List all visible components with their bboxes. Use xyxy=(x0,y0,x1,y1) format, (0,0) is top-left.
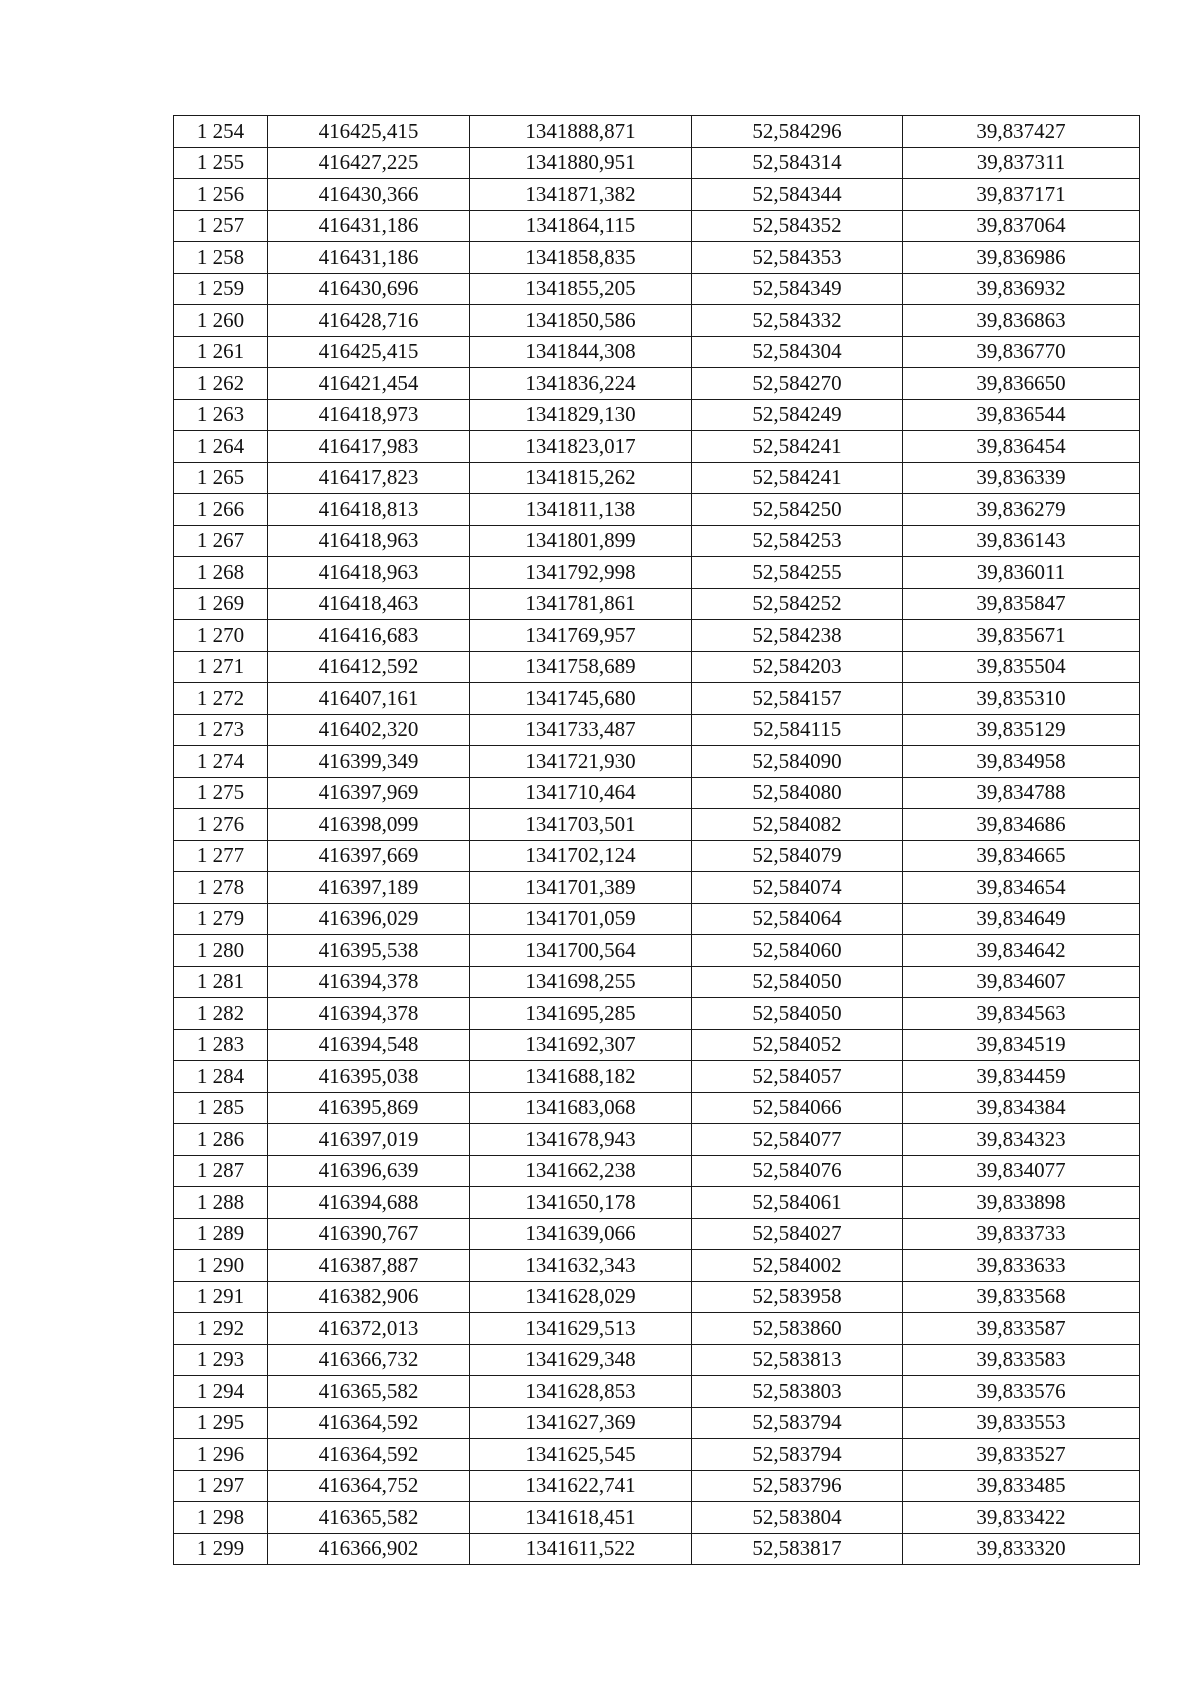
x-coordinate-cell: 416417,823 xyxy=(268,462,470,494)
latitude-cell: 52,584066 xyxy=(692,1092,903,1124)
longitude-cell: 39,836770 xyxy=(903,336,1140,368)
point-number-cell: 1 267 xyxy=(174,525,268,557)
longitude-cell: 39,833320 xyxy=(903,1533,1140,1565)
longitude-cell: 39,834323 xyxy=(903,1124,1140,1156)
longitude-cell: 39,836339 xyxy=(903,462,1140,494)
latitude-cell: 52,583804 xyxy=(692,1502,903,1534)
table-row xyxy=(174,368,1140,400)
table-row xyxy=(174,588,1140,620)
table-row xyxy=(174,210,1140,242)
table-row xyxy=(174,620,1140,652)
point-number-cell: 1 270 xyxy=(174,620,268,652)
table-row xyxy=(174,305,1140,337)
latitude-cell: 52,584352 xyxy=(692,210,903,242)
longitude-cell: 39,834788 xyxy=(903,777,1140,809)
x-coordinate-cell: 416396,639 xyxy=(268,1155,470,1187)
point-number-cell: 1 279 xyxy=(174,903,268,935)
latitude-cell: 52,584080 xyxy=(692,777,903,809)
table-row xyxy=(174,1502,1140,1534)
longitude-cell: 39,836454 xyxy=(903,431,1140,463)
longitude-cell: 39,837427 xyxy=(903,116,1140,148)
x-coordinate-cell: 416365,582 xyxy=(268,1376,470,1408)
latitude-cell: 52,584002 xyxy=(692,1250,903,1282)
longitude-cell: 39,835129 xyxy=(903,714,1140,746)
table-row xyxy=(174,116,1140,148)
point-number-cell: 1 262 xyxy=(174,368,268,400)
x-coordinate-cell: 416365,582 xyxy=(268,1502,470,1534)
longitude-cell: 39,833568 xyxy=(903,1281,1140,1313)
latitude-cell: 52,584050 xyxy=(692,998,903,1030)
table-row xyxy=(174,273,1140,305)
point-number-cell: 1 271 xyxy=(174,651,268,683)
table-row xyxy=(174,683,1140,715)
longitude-cell: 39,836986 xyxy=(903,242,1140,274)
longitude-cell: 39,834958 xyxy=(903,746,1140,778)
table-row xyxy=(174,1092,1140,1124)
y-coordinate-cell: 1341710,464 xyxy=(470,777,692,809)
longitude-cell: 39,836863 xyxy=(903,305,1140,337)
table-row xyxy=(174,1250,1140,1282)
y-coordinate-cell: 1341858,835 xyxy=(470,242,692,274)
coordinates-table xyxy=(173,115,1140,1565)
longitude-cell: 39,834607 xyxy=(903,966,1140,998)
x-coordinate-cell: 416402,320 xyxy=(268,714,470,746)
latitude-cell: 52,584060 xyxy=(692,935,903,967)
table-row xyxy=(174,462,1140,494)
latitude-cell: 52,584203 xyxy=(692,651,903,683)
longitude-cell: 39,836544 xyxy=(903,399,1140,431)
x-coordinate-cell: 416387,887 xyxy=(268,1250,470,1282)
x-coordinate-cell: 416394,548 xyxy=(268,1029,470,1061)
latitude-cell: 52,584252 xyxy=(692,588,903,620)
x-coordinate-cell: 416394,378 xyxy=(268,998,470,1030)
point-number-cell: 1 289 xyxy=(174,1218,268,1250)
point-number-cell: 1 286 xyxy=(174,1124,268,1156)
x-coordinate-cell: 416395,869 xyxy=(268,1092,470,1124)
longitude-cell: 39,835847 xyxy=(903,588,1140,620)
x-coordinate-cell: 416396,029 xyxy=(268,903,470,935)
x-coordinate-cell: 416394,688 xyxy=(268,1187,470,1219)
point-number-cell: 1 292 xyxy=(174,1313,268,1345)
table-row xyxy=(174,872,1140,904)
table-row xyxy=(174,777,1140,809)
x-coordinate-cell: 416397,969 xyxy=(268,777,470,809)
table-row xyxy=(174,746,1140,778)
longitude-cell: 39,834649 xyxy=(903,903,1140,935)
table-row xyxy=(174,651,1140,683)
latitude-cell: 52,584074 xyxy=(692,872,903,904)
latitude-cell: 52,584332 xyxy=(692,305,903,337)
x-coordinate-cell: 416418,963 xyxy=(268,557,470,589)
point-number-cell: 1 275 xyxy=(174,777,268,809)
longitude-cell: 39,834563 xyxy=(903,998,1140,1030)
point-number-cell: 1 254 xyxy=(174,116,268,148)
latitude-cell: 52,584349 xyxy=(692,273,903,305)
y-coordinate-cell: 1341801,899 xyxy=(470,525,692,557)
y-coordinate-cell: 1341627,369 xyxy=(470,1407,692,1439)
latitude-cell: 52,584241 xyxy=(692,462,903,494)
point-number-cell: 1 283 xyxy=(174,1029,268,1061)
point-number-cell: 1 299 xyxy=(174,1533,268,1565)
x-coordinate-cell: 416364,752 xyxy=(268,1470,470,1502)
table-row xyxy=(174,1344,1140,1376)
table-row xyxy=(174,525,1140,557)
x-coordinate-cell: 416418,973 xyxy=(268,399,470,431)
longitude-cell: 39,835310 xyxy=(903,683,1140,715)
point-number-cell: 1 290 xyxy=(174,1250,268,1282)
point-number-cell: 1 291 xyxy=(174,1281,268,1313)
longitude-cell: 39,833898 xyxy=(903,1187,1140,1219)
y-coordinate-cell: 1341781,861 xyxy=(470,588,692,620)
latitude-cell: 52,584079 xyxy=(692,840,903,872)
table-row xyxy=(174,1029,1140,1061)
y-coordinate-cell: 1341611,522 xyxy=(470,1533,692,1565)
y-coordinate-cell: 1341745,680 xyxy=(470,683,692,715)
x-coordinate-cell: 416366,732 xyxy=(268,1344,470,1376)
longitude-cell: 39,833422 xyxy=(903,1502,1140,1534)
longitude-cell: 39,833576 xyxy=(903,1376,1140,1408)
y-coordinate-cell: 1341628,853 xyxy=(470,1376,692,1408)
longitude-cell: 39,833553 xyxy=(903,1407,1140,1439)
point-number-cell: 1 294 xyxy=(174,1376,268,1408)
point-number-cell: 1 278 xyxy=(174,872,268,904)
x-coordinate-cell: 416382,906 xyxy=(268,1281,470,1313)
latitude-cell: 52,584077 xyxy=(692,1124,903,1156)
table-row xyxy=(174,1218,1140,1250)
longitude-cell: 39,834077 xyxy=(903,1155,1140,1187)
table-row xyxy=(174,903,1140,935)
latitude-cell: 52,583803 xyxy=(692,1376,903,1408)
y-coordinate-cell: 1341792,998 xyxy=(470,557,692,589)
point-number-cell: 1 281 xyxy=(174,966,268,998)
table-row xyxy=(174,557,1140,589)
x-coordinate-cell: 416418,963 xyxy=(268,525,470,557)
longitude-cell: 39,834384 xyxy=(903,1092,1140,1124)
point-number-cell: 1 272 xyxy=(174,683,268,715)
y-coordinate-cell: 1341836,224 xyxy=(470,368,692,400)
longitude-cell: 39,836650 xyxy=(903,368,1140,400)
point-number-cell: 1 280 xyxy=(174,935,268,967)
table-row xyxy=(174,1376,1140,1408)
latitude-cell: 52,584082 xyxy=(692,809,903,841)
latitude-cell: 52,584255 xyxy=(692,557,903,589)
latitude-cell: 52,583796 xyxy=(692,1470,903,1502)
longitude-cell: 39,834519 xyxy=(903,1029,1140,1061)
latitude-cell: 52,584052 xyxy=(692,1029,903,1061)
longitude-cell: 39,833733 xyxy=(903,1218,1140,1250)
longitude-cell: 39,835671 xyxy=(903,620,1140,652)
x-coordinate-cell: 416431,186 xyxy=(268,210,470,242)
y-coordinate-cell: 1341880,951 xyxy=(470,147,692,179)
longitude-cell: 39,837311 xyxy=(903,147,1140,179)
y-coordinate-cell: 1341701,389 xyxy=(470,872,692,904)
x-coordinate-cell: 416397,669 xyxy=(268,840,470,872)
point-number-cell: 1 258 xyxy=(174,242,268,274)
table-row xyxy=(174,1407,1140,1439)
x-coordinate-cell: 416366,902 xyxy=(268,1533,470,1565)
longitude-cell: 39,833633 xyxy=(903,1250,1140,1282)
latitude-cell: 52,583794 xyxy=(692,1407,903,1439)
x-coordinate-cell: 416425,415 xyxy=(268,116,470,148)
table-row xyxy=(174,1061,1140,1093)
x-coordinate-cell: 416364,592 xyxy=(268,1407,470,1439)
y-coordinate-cell: 1341701,059 xyxy=(470,903,692,935)
y-coordinate-cell: 1341769,957 xyxy=(470,620,692,652)
table-row xyxy=(174,1281,1140,1313)
y-coordinate-cell: 1341683,068 xyxy=(470,1092,692,1124)
longitude-cell: 39,836011 xyxy=(903,557,1140,589)
longitude-cell: 39,836143 xyxy=(903,525,1140,557)
y-coordinate-cell: 1341855,205 xyxy=(470,273,692,305)
point-number-cell: 1 284 xyxy=(174,1061,268,1093)
y-coordinate-cell: 1341662,238 xyxy=(470,1155,692,1187)
table-row xyxy=(174,809,1140,841)
latitude-cell: 52,583958 xyxy=(692,1281,903,1313)
y-coordinate-cell: 1341625,545 xyxy=(470,1439,692,1471)
latitude-cell: 52,584057 xyxy=(692,1061,903,1093)
x-coordinate-cell: 416425,415 xyxy=(268,336,470,368)
longitude-cell: 39,833527 xyxy=(903,1439,1140,1471)
latitude-cell: 52,584249 xyxy=(692,399,903,431)
table-row xyxy=(174,147,1140,179)
point-number-cell: 1 261 xyxy=(174,336,268,368)
point-number-cell: 1 297 xyxy=(174,1470,268,1502)
latitude-cell: 52,584353 xyxy=(692,242,903,274)
y-coordinate-cell: 1341864,115 xyxy=(470,210,692,242)
longitude-cell: 39,834665 xyxy=(903,840,1140,872)
y-coordinate-cell: 1341700,564 xyxy=(470,935,692,967)
table-row xyxy=(174,242,1140,274)
y-coordinate-cell: 1341650,178 xyxy=(470,1187,692,1219)
x-coordinate-cell: 416397,189 xyxy=(268,872,470,904)
coordinates-table-body xyxy=(174,116,1140,1565)
y-coordinate-cell: 1341815,262 xyxy=(470,462,692,494)
latitude-cell: 52,584253 xyxy=(692,525,903,557)
latitude-cell: 52,584050 xyxy=(692,966,903,998)
latitude-cell: 52,584027 xyxy=(692,1218,903,1250)
point-number-cell: 1 298 xyxy=(174,1502,268,1534)
x-coordinate-cell: 416398,099 xyxy=(268,809,470,841)
y-coordinate-cell: 1341844,308 xyxy=(470,336,692,368)
x-coordinate-cell: 416418,463 xyxy=(268,588,470,620)
point-number-cell: 1 276 xyxy=(174,809,268,841)
table-row xyxy=(174,1124,1140,1156)
table-row xyxy=(174,1187,1140,1219)
longitude-cell: 39,834642 xyxy=(903,935,1140,967)
y-coordinate-cell: 1341695,285 xyxy=(470,998,692,1030)
latitude-cell: 52,584250 xyxy=(692,494,903,526)
y-coordinate-cell: 1341871,382 xyxy=(470,179,692,211)
point-number-cell: 1 285 xyxy=(174,1092,268,1124)
latitude-cell: 52,583813 xyxy=(692,1344,903,1376)
y-coordinate-cell: 1341698,255 xyxy=(470,966,692,998)
latitude-cell: 52,584304 xyxy=(692,336,903,368)
point-number-cell: 1 274 xyxy=(174,746,268,778)
x-coordinate-cell: 416390,767 xyxy=(268,1218,470,1250)
y-coordinate-cell: 1341733,487 xyxy=(470,714,692,746)
latitude-cell: 52,584314 xyxy=(692,147,903,179)
y-coordinate-cell: 1341888,871 xyxy=(470,116,692,148)
table-row xyxy=(174,1439,1140,1471)
y-coordinate-cell: 1341721,930 xyxy=(470,746,692,778)
point-number-cell: 1 273 xyxy=(174,714,268,746)
y-coordinate-cell: 1341678,943 xyxy=(470,1124,692,1156)
longitude-cell: 39,837064 xyxy=(903,210,1140,242)
y-coordinate-cell: 1341758,689 xyxy=(470,651,692,683)
y-coordinate-cell: 1341629,348 xyxy=(470,1344,692,1376)
table-row xyxy=(174,935,1140,967)
point-number-cell: 1 287 xyxy=(174,1155,268,1187)
y-coordinate-cell: 1341618,451 xyxy=(470,1502,692,1534)
longitude-cell: 39,836932 xyxy=(903,273,1140,305)
x-coordinate-cell: 416364,592 xyxy=(268,1439,470,1471)
y-coordinate-cell: 1341632,343 xyxy=(470,1250,692,1282)
point-number-cell: 1 266 xyxy=(174,494,268,526)
latitude-cell: 52,584064 xyxy=(692,903,903,935)
x-coordinate-cell: 416395,038 xyxy=(268,1061,470,1093)
point-number-cell: 1 293 xyxy=(174,1344,268,1376)
point-number-cell: 1 277 xyxy=(174,840,268,872)
x-coordinate-cell: 416431,186 xyxy=(268,242,470,274)
point-number-cell: 1 255 xyxy=(174,147,268,179)
x-coordinate-cell: 416372,013 xyxy=(268,1313,470,1345)
longitude-cell: 39,834459 xyxy=(903,1061,1140,1093)
table-row xyxy=(174,998,1140,1030)
table-row xyxy=(174,1470,1140,1502)
x-coordinate-cell: 416412,592 xyxy=(268,651,470,683)
x-coordinate-cell: 416394,378 xyxy=(268,966,470,998)
latitude-cell: 52,584157 xyxy=(692,683,903,715)
x-coordinate-cell: 416427,225 xyxy=(268,147,470,179)
x-coordinate-cell: 416418,813 xyxy=(268,494,470,526)
longitude-cell: 39,833583 xyxy=(903,1344,1140,1376)
y-coordinate-cell: 1341629,513 xyxy=(470,1313,692,1345)
point-number-cell: 1 264 xyxy=(174,431,268,463)
table-row xyxy=(174,431,1140,463)
x-coordinate-cell: 416417,983 xyxy=(268,431,470,463)
y-coordinate-cell: 1341811,138 xyxy=(470,494,692,526)
table-row xyxy=(174,1313,1140,1345)
table-row xyxy=(174,714,1140,746)
latitude-cell: 52,584241 xyxy=(692,431,903,463)
point-number-cell: 1 265 xyxy=(174,462,268,494)
point-number-cell: 1 260 xyxy=(174,305,268,337)
latitude-cell: 52,584296 xyxy=(692,116,903,148)
latitude-cell: 52,584061 xyxy=(692,1187,903,1219)
y-coordinate-cell: 1341850,586 xyxy=(470,305,692,337)
longitude-cell: 39,834686 xyxy=(903,809,1140,841)
longitude-cell: 39,833587 xyxy=(903,1313,1140,1345)
x-coordinate-cell: 416416,683 xyxy=(268,620,470,652)
latitude-cell: 52,583817 xyxy=(692,1533,903,1565)
point-number-cell: 1 296 xyxy=(174,1439,268,1471)
x-coordinate-cell: 416399,349 xyxy=(268,746,470,778)
longitude-cell: 39,836279 xyxy=(903,494,1140,526)
point-number-cell: 1 257 xyxy=(174,210,268,242)
point-number-cell: 1 282 xyxy=(174,998,268,1030)
longitude-cell: 39,834654 xyxy=(903,872,1140,904)
longitude-cell: 39,835504 xyxy=(903,651,1140,683)
y-coordinate-cell: 1341639,066 xyxy=(470,1218,692,1250)
table-row xyxy=(174,179,1140,211)
x-coordinate-cell: 416430,696 xyxy=(268,273,470,305)
x-coordinate-cell: 416430,366 xyxy=(268,179,470,211)
latitude-cell: 52,584270 xyxy=(692,368,903,400)
y-coordinate-cell: 1341622,741 xyxy=(470,1470,692,1502)
point-number-cell: 1 288 xyxy=(174,1187,268,1219)
latitude-cell: 52,584115 xyxy=(692,714,903,746)
y-coordinate-cell: 1341829,130 xyxy=(470,399,692,431)
y-coordinate-cell: 1341702,124 xyxy=(470,840,692,872)
x-coordinate-cell: 416397,019 xyxy=(268,1124,470,1156)
point-number-cell: 1 295 xyxy=(174,1407,268,1439)
point-number-cell: 1 259 xyxy=(174,273,268,305)
longitude-cell: 39,833485 xyxy=(903,1470,1140,1502)
point-number-cell: 1 263 xyxy=(174,399,268,431)
table-row xyxy=(174,966,1140,998)
x-coordinate-cell: 416407,161 xyxy=(268,683,470,715)
y-coordinate-cell: 1341703,501 xyxy=(470,809,692,841)
point-number-cell: 1 268 xyxy=(174,557,268,589)
x-coordinate-cell: 416421,454 xyxy=(268,368,470,400)
latitude-cell: 52,584344 xyxy=(692,179,903,211)
y-coordinate-cell: 1341628,029 xyxy=(470,1281,692,1313)
table-row xyxy=(174,399,1140,431)
latitude-cell: 52,583860 xyxy=(692,1313,903,1345)
point-number-cell: 1 256 xyxy=(174,179,268,211)
latitude-cell: 52,584076 xyxy=(692,1155,903,1187)
table-row xyxy=(174,494,1140,526)
table-row xyxy=(174,1155,1140,1187)
y-coordinate-cell: 1341692,307 xyxy=(470,1029,692,1061)
longitude-cell: 39,837171 xyxy=(903,179,1140,211)
latitude-cell: 52,584090 xyxy=(692,746,903,778)
table-row xyxy=(174,1533,1140,1565)
latitude-cell: 52,583794 xyxy=(692,1439,903,1471)
latitude-cell: 52,584238 xyxy=(692,620,903,652)
x-coordinate-cell: 416428,716 xyxy=(268,305,470,337)
x-coordinate-cell: 416395,538 xyxy=(268,935,470,967)
y-coordinate-cell: 1341688,182 xyxy=(470,1061,692,1093)
table-row xyxy=(174,336,1140,368)
table-row xyxy=(174,840,1140,872)
y-coordinate-cell: 1341823,017 xyxy=(470,431,692,463)
point-number-cell: 1 269 xyxy=(174,588,268,620)
